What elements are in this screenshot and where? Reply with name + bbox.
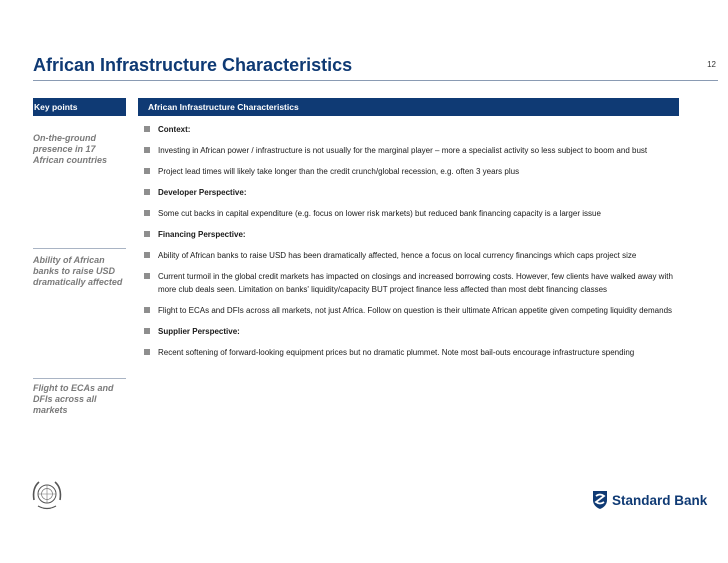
- bullet-item: Project lead times will likely take longer than the credit crunch/global recession, e.g. often 3 years plus: [144, 165, 674, 178]
- bullet-item: Ability of African banks to raise USD has been dramatically affected, hence a focus on local currency financings which caps project size: [144, 249, 674, 262]
- bullet-item: Flight to ECAs and DFIs across all markets, not just Africa. Follow on question is their ultimate African appetite given competing liquidity demands: [144, 304, 674, 317]
- bullet-list: [144, 123, 674, 367]
- bullet-item: Recent softening of forward-looking equipment prices but no dramatic plummet. Note most bail-outs encourage infrastructure spending: [144, 346, 674, 359]
- content-heading: African Infrastructure Characteristics: [148, 102, 299, 112]
- standard-bank-logo: [592, 490, 707, 510]
- bullet-item: Current turmoil in the global credit markets has impacted on closings and increased borrowing costs. However, few clients have walked away with more club deals seen. Limitation on banks' liquidity/capacity BUT project finance less affected than most debt financing classes: [144, 270, 674, 296]
- bullet-item: Developer Perspective:: [144, 186, 674, 199]
- title-divider: [33, 80, 718, 81]
- bullet-item: Financing Perspective:: [144, 228, 674, 241]
- key-point-divider: [33, 378, 126, 379]
- page-number: 12: [707, 60, 716, 69]
- page-title: African Infrastructure Characteristics: [33, 55, 353, 75]
- key-points-heading: Key points: [34, 102, 78, 112]
- content-header: [138, 98, 679, 116]
- bullet-item: Some cut backs in capital expenditure (e.g. focus on lower risk markets) but reduced bank financing capacity is a larger issue: [144, 207, 674, 220]
- standard-bank-shield-icon: [592, 490, 608, 510]
- key-point-1: On-the-ground presence in 17 African countries: [33, 133, 108, 165]
- bullet-item: Investing in African power / infrastructure is not usually for the marginal player – more a specialist activity so less subject to boom and bust: [144, 144, 674, 157]
- bullet-item: Context:: [144, 123, 674, 136]
- key-points-header: [33, 98, 126, 116]
- key-point-divider: [33, 248, 126, 249]
- key-point-2: Ability of African banks to raise USD dramatically affected: [33, 255, 123, 287]
- key-point-3: Flight to ECAs and DFIs across all markets: [33, 383, 114, 415]
- brand-name: Standard Bank: [612, 492, 708, 508]
- bullet-item: Supplier Perspective:: [144, 325, 674, 338]
- un-emblem-icon: [29, 478, 65, 514]
